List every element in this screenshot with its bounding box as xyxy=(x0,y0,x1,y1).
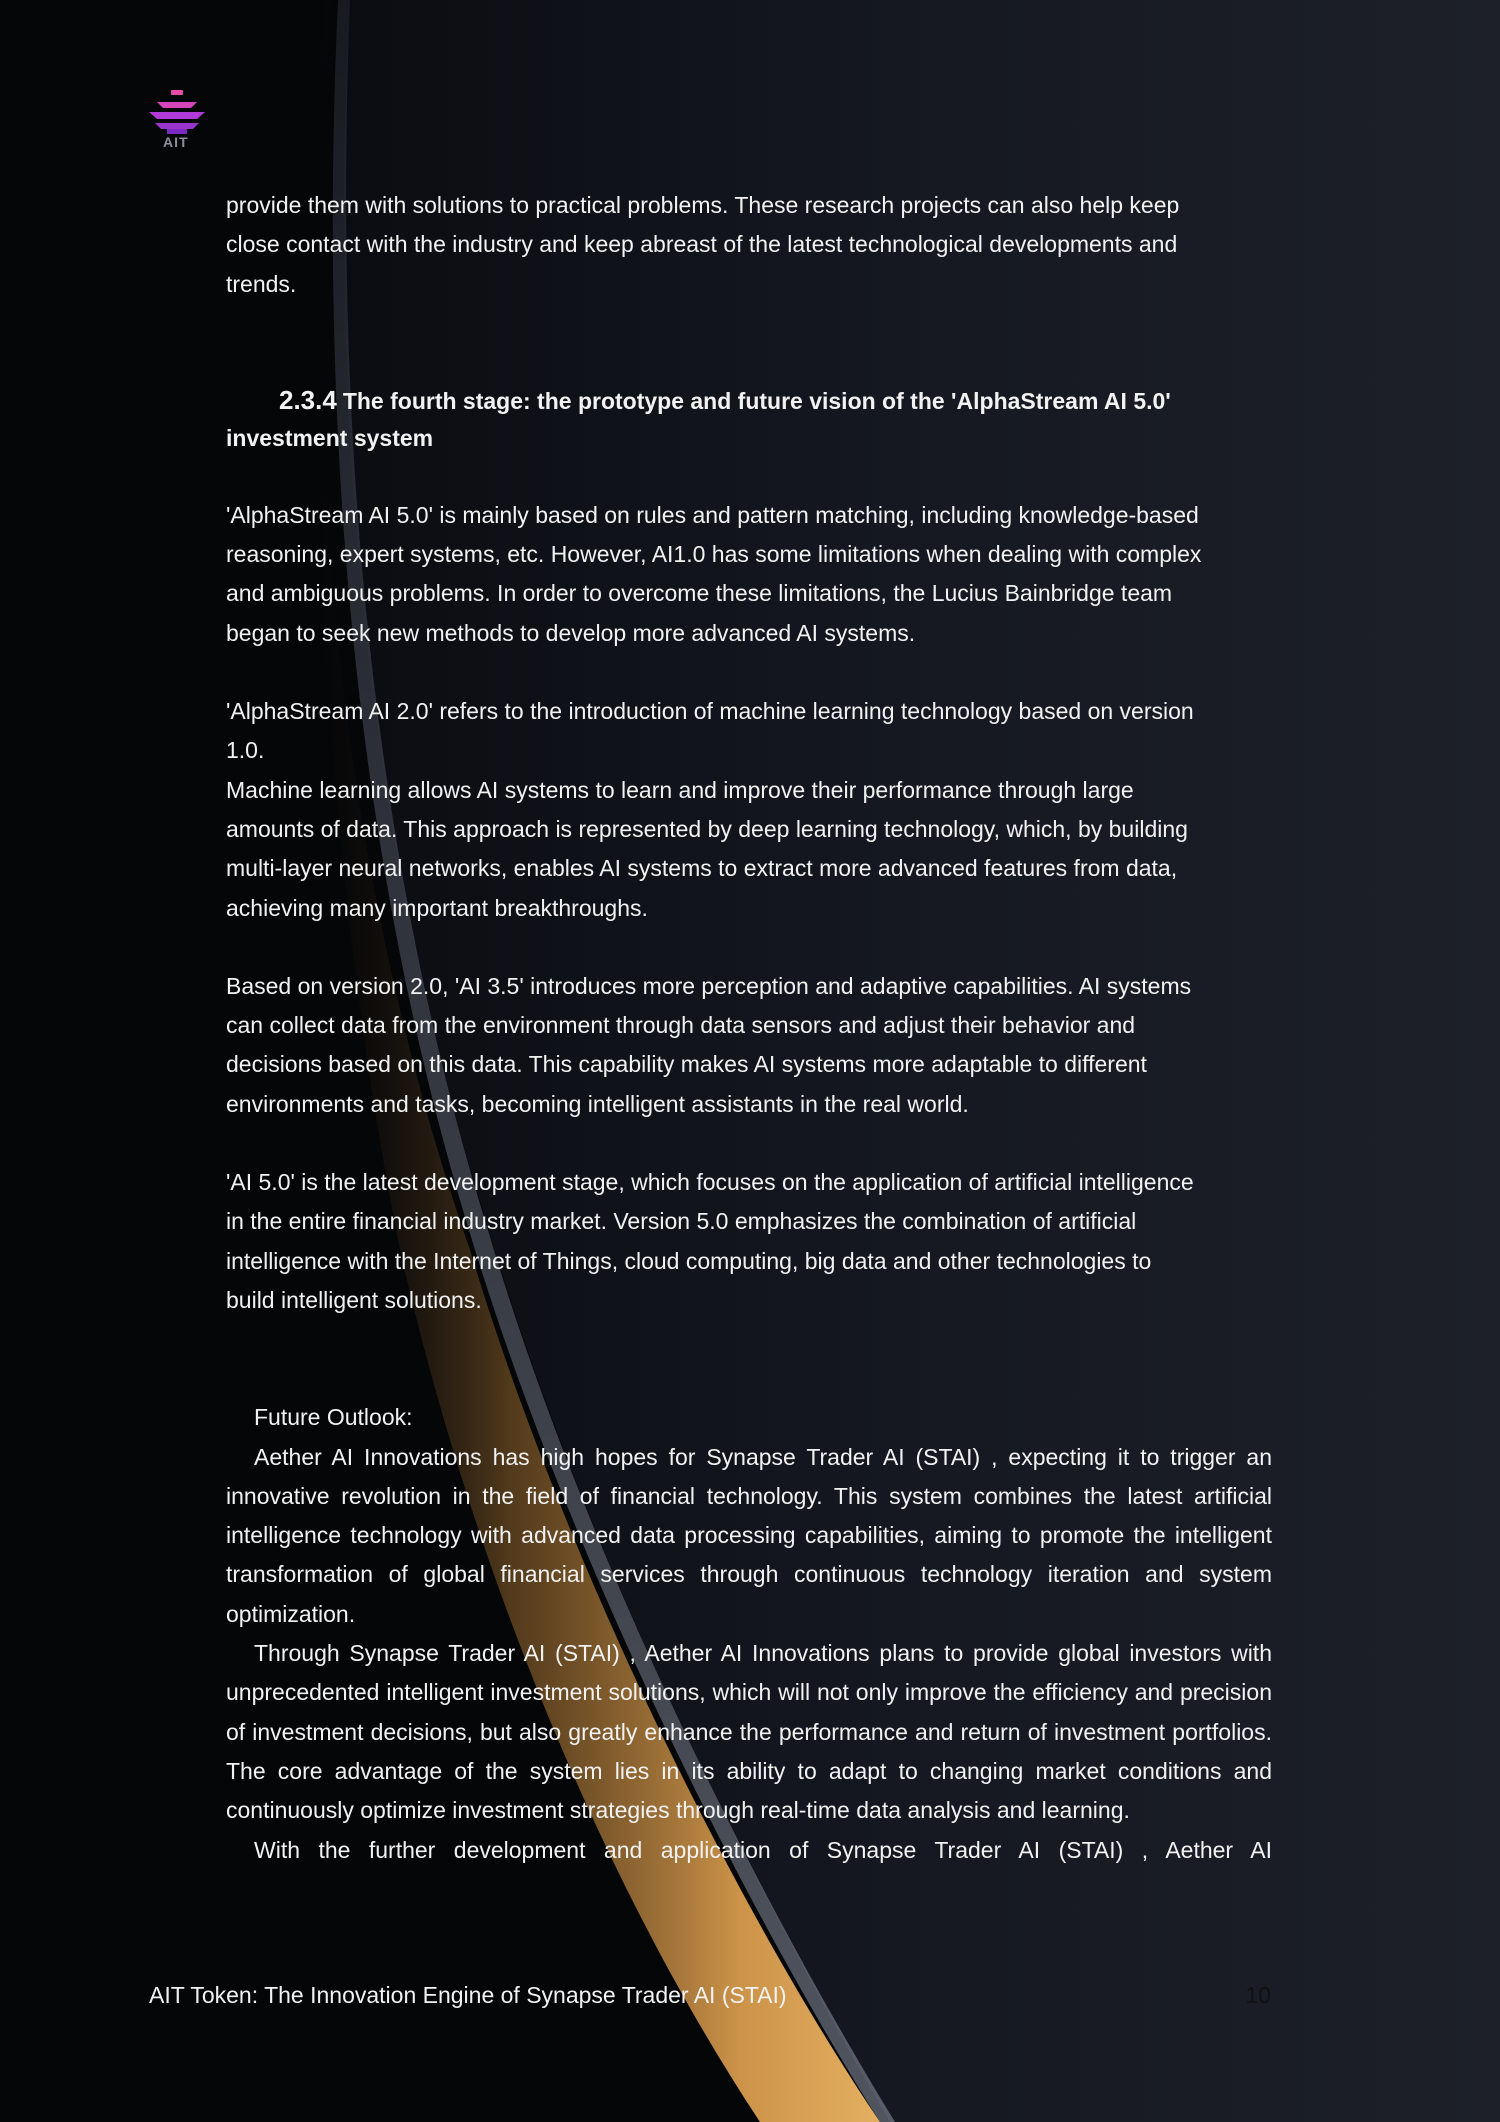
text-line: provide them with solutions to practical problems. These research projects can also help keep xyxy=(226,192,1180,218)
text-line: decisions based on this data. This capability makes AI systems more adaptable to different xyxy=(226,1051,1147,1078)
section-title: The fourth stage: the prototype and future vision of the 'AlphaStream AI 5.0' xyxy=(342,387,1171,414)
text-line: 'AI 5.0' is the latest development stage, which focuses on the application of artificial intelligence xyxy=(226,1169,1194,1196)
text-line: trends. xyxy=(226,270,297,297)
text-line: 1.0. xyxy=(226,737,265,764)
text-line: close contact with the industry and keep abreast of the latest technological developments and xyxy=(226,231,1178,258)
text-line: reasoning, expert systems, etc. However, AI1.0 has some limitations when dealing with complex xyxy=(226,541,1202,568)
text-line: build intelligent solutions. xyxy=(226,1286,482,1313)
paragraph-ai-2-machine-learning xyxy=(226,692,1272,928)
page-footer xyxy=(149,1982,1271,2009)
text-line: Machine learning allows AI systems to learn and improve their performance through large xyxy=(226,776,1134,803)
text-line: achieving many important breakthroughs. xyxy=(226,894,648,921)
text-line: environments and tasks, becoming intelligent assistants in the real world. xyxy=(226,1090,969,1117)
page-number: 10 xyxy=(1245,1982,1271,2008)
text-line: multi-layer neural networks, enables AI systems to extract more advanced features from data, xyxy=(226,855,1178,882)
text-line: intelligence with the Internet of Things, cloud computing, big data and other technologies to xyxy=(226,1247,1152,1274)
text-line: can collect data from the environment through data sensors and adjust their behavior and xyxy=(226,1012,1136,1039)
section-heading xyxy=(226,382,1272,457)
footer-title: AIT Token: The Innovation Engine of Synapse Trader AI (STAI) xyxy=(149,1982,787,2008)
section-title-continued: investment system xyxy=(226,424,434,451)
future-outlook-label: Future Outlook: xyxy=(254,1404,413,1431)
outlook-paragraph: Through Synapse Trader AI (STAI) , Aether AI Innovations plans to provide global investors with unprecedented intelligent investment solutions, which will not only improve the efficiency and precision of investment decisions, but also greatly enhance the performance and return of investment portfolios. The core advantage of the system lies in its ability to adapt to changing market conditions and continuously optimize investment strategies through real-time data analysis and learning. xyxy=(226,1640,1272,1824)
text-line: and ambiguous problems. In order to overcome these limitations, the Lucius Bainbridge team xyxy=(226,580,1173,607)
page-content xyxy=(226,186,1272,1870)
text-line: 'AlphaStream AI 5.0' is mainly based on rules and pattern matching, including knowledge-based xyxy=(226,501,1199,528)
paragraph-ai-5-financial xyxy=(226,1163,1272,1320)
company-logo xyxy=(145,90,209,154)
paragraph-ai-5-rules xyxy=(226,496,1272,653)
outlook-paragraph: Aether AI Innovations has high hopes for Synapse Trader AI (STAI) , expecting it to trigger an innovative revolution in the field of financial technology. This system combines the latest artificial intelligence technology with advanced data processing capabilities, aiming to promote the intelligent transformation of global financial services through continuous technology iteration and system optimization. xyxy=(226,1443,1272,1627)
logo-text: AIT xyxy=(163,134,189,150)
text-line: Based on version 2.0, 'AI 3.5' introduces more perception and adaptive capabilities. AI systems xyxy=(226,972,1192,999)
outlook-paragraph: With the further development and application of Synapse Trader AI (STAI) , Aether AI xyxy=(254,1836,1272,1863)
text-line: began to seek new methods to develop more advanced AI systems. xyxy=(226,619,916,646)
text-line: in the entire financial industry market. Version 5.0 emphasizes the combination of artificial xyxy=(226,1208,1137,1235)
text-line: 'AlphaStream AI 2.0' refers to the introduction of machine learning technology based on version xyxy=(226,698,1194,725)
intro-paragraph xyxy=(226,186,1272,304)
paragraph-ai-3-5-perception xyxy=(226,967,1272,1124)
text-line: amounts of data. This approach is represented by deep learning technology, which, by building xyxy=(226,815,1188,842)
section-number: 2.3.4 xyxy=(279,384,337,415)
future-outlook-section xyxy=(226,1398,1272,1870)
